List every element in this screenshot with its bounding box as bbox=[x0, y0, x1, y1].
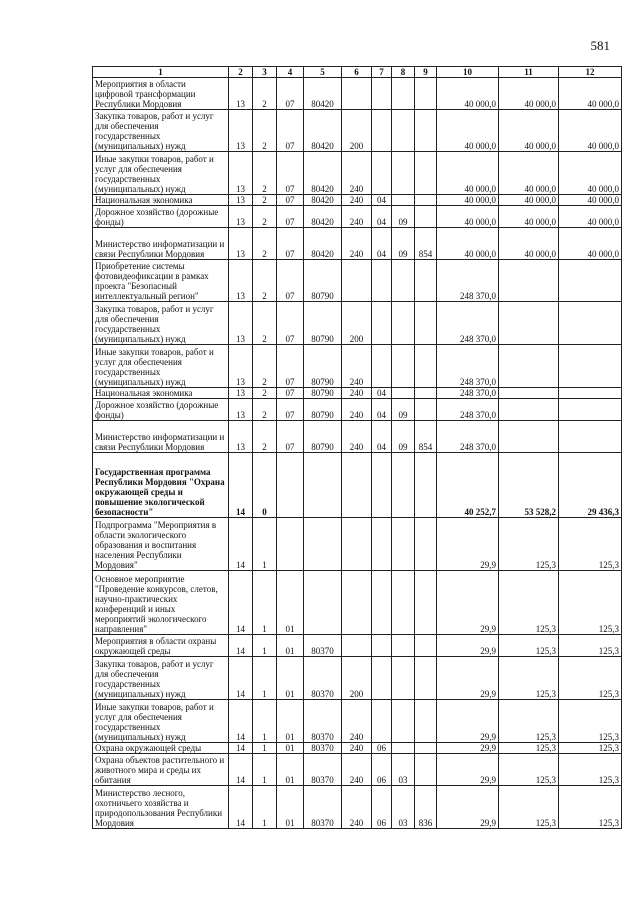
code-cell: 01 bbox=[277, 700, 304, 743]
code-cell bbox=[372, 657, 392, 700]
code-cell bbox=[372, 345, 392, 388]
code-cell bbox=[392, 388, 415, 399]
code-cell: 01 bbox=[277, 754, 304, 786]
code-cell bbox=[372, 571, 392, 635]
code-cell: 2 bbox=[253, 388, 277, 399]
code-cell: 14 bbox=[229, 754, 253, 786]
table-header-row bbox=[93, 67, 622, 78]
amount-cell: 248 370,0 bbox=[437, 302, 499, 345]
code-cell: 1 bbox=[253, 518, 277, 571]
code-cell: 14 bbox=[229, 453, 253, 518]
amount-cell: 125,3 bbox=[559, 635, 622, 657]
amount-cell: 40 000,0 bbox=[559, 78, 622, 110]
code-cell bbox=[415, 152, 437, 195]
code-cell bbox=[415, 399, 437, 421]
code-cell: 80790 bbox=[304, 260, 342, 302]
table-row bbox=[93, 700, 622, 743]
code-cell: 04 bbox=[372, 195, 392, 206]
code-cell: 03 bbox=[392, 786, 415, 829]
code-cell: 01 bbox=[277, 743, 304, 754]
code-cell bbox=[392, 657, 415, 700]
code-cell: 80370 bbox=[304, 700, 342, 743]
table-row bbox=[93, 453, 622, 518]
code-cell bbox=[372, 260, 392, 302]
code-cell: 2 bbox=[253, 195, 277, 206]
code-cell: 2 bbox=[253, 260, 277, 302]
amount-cell: 125,3 bbox=[499, 518, 559, 571]
code-cell: 240 bbox=[342, 743, 372, 754]
table-row bbox=[93, 571, 622, 635]
code-cell bbox=[392, 195, 415, 206]
code-cell: 01 bbox=[277, 657, 304, 700]
code-cell: 80790 bbox=[304, 388, 342, 399]
amount-cell: 248 370,0 bbox=[437, 421, 499, 453]
code-cell bbox=[392, 571, 415, 635]
code-cell bbox=[372, 453, 392, 518]
code-cell: 80420 bbox=[304, 78, 342, 110]
code-cell: 14 bbox=[229, 786, 253, 829]
code-cell bbox=[392, 345, 415, 388]
table-row bbox=[93, 786, 622, 829]
code-cell: 2 bbox=[253, 421, 277, 453]
amount-cell bbox=[559, 388, 622, 399]
table-row bbox=[93, 260, 622, 302]
code-cell bbox=[415, 110, 437, 152]
amount-cell: 40 000,0 bbox=[437, 110, 499, 152]
amount-cell: 40 252,7 bbox=[437, 453, 499, 518]
code-cell: 2 bbox=[253, 345, 277, 388]
code-cell: 14 bbox=[229, 635, 253, 657]
code-cell bbox=[304, 518, 342, 571]
code-cell: 1 bbox=[253, 754, 277, 786]
code-cell: 854 bbox=[415, 421, 437, 453]
code-cell: 13 bbox=[229, 421, 253, 453]
code-cell: 04 bbox=[372, 388, 392, 399]
code-cell: 80420 bbox=[304, 228, 342, 260]
row-name-cell: Мероприятия в области цифровой трансформации Республики Мордовия bbox=[93, 78, 229, 110]
code-cell: 07 bbox=[277, 345, 304, 388]
amount-cell: 125,3 bbox=[559, 754, 622, 786]
code-cell: 0 bbox=[253, 453, 277, 518]
amount-cell: 40 000,0 bbox=[499, 228, 559, 260]
table-row bbox=[93, 206, 622, 228]
code-cell: 80420 bbox=[304, 206, 342, 228]
code-cell: 1 bbox=[253, 700, 277, 743]
amount-cell: 40 000,0 bbox=[499, 195, 559, 206]
code-cell: 13 bbox=[229, 345, 253, 388]
table-row bbox=[93, 78, 622, 110]
code-cell: 240 bbox=[342, 206, 372, 228]
code-cell: 13 bbox=[229, 78, 253, 110]
code-cell bbox=[342, 571, 372, 635]
code-cell bbox=[415, 518, 437, 571]
amount-cell: 40 000,0 bbox=[499, 152, 559, 195]
code-cell: 80370 bbox=[304, 743, 342, 754]
row-name-cell: Государственная программа Республики Мордовия "Охрана окружающей среды и повышение экологической безопасности" bbox=[93, 453, 229, 518]
table-row bbox=[93, 743, 622, 754]
table-row bbox=[93, 399, 622, 421]
amount-cell: 40 000,0 bbox=[437, 152, 499, 195]
code-cell: 80790 bbox=[304, 421, 342, 453]
amount-cell bbox=[499, 302, 559, 345]
code-cell bbox=[415, 195, 437, 206]
row-name-cell: Подпрограмма "Мероприятия в области экологического образования и воспитания населения Республики Мордовия" bbox=[93, 518, 229, 571]
table-row bbox=[93, 518, 622, 571]
code-cell: 07 bbox=[277, 228, 304, 260]
amount-cell: 125,3 bbox=[559, 518, 622, 571]
code-cell bbox=[415, 571, 437, 635]
row-name-cell: Министерство информатизации и связи Республики Мордовия bbox=[93, 421, 229, 453]
row-name-cell: Приобретение системы фотовидеофиксации в рамках проекта "Безопасный интеллектуальный регион" bbox=[93, 260, 229, 302]
code-cell: 2 bbox=[253, 152, 277, 195]
code-cell: 1 bbox=[253, 743, 277, 754]
code-cell: 2 bbox=[253, 206, 277, 228]
amount-cell: 125,3 bbox=[559, 571, 622, 635]
code-cell bbox=[277, 453, 304, 518]
code-cell: 13 bbox=[229, 206, 253, 228]
row-name-cell: Министерство информатизации и связи Республики Мордовия bbox=[93, 228, 229, 260]
code-cell: 07 bbox=[277, 152, 304, 195]
code-cell: 07 bbox=[277, 421, 304, 453]
code-cell: 240 bbox=[342, 754, 372, 786]
row-name-cell: Охрана окружающей среды bbox=[93, 743, 229, 754]
code-cell bbox=[342, 78, 372, 110]
code-cell: 240 bbox=[342, 421, 372, 453]
code-cell: 240 bbox=[342, 399, 372, 421]
table-row bbox=[93, 345, 622, 388]
code-cell: 13 bbox=[229, 399, 253, 421]
amount-cell: 125,3 bbox=[559, 700, 622, 743]
code-cell: 09 bbox=[392, 228, 415, 260]
code-cell bbox=[392, 302, 415, 345]
amount-cell: 40 000,0 bbox=[437, 78, 499, 110]
amount-cell: 40 000,0 bbox=[559, 152, 622, 195]
code-cell bbox=[415, 657, 437, 700]
code-cell bbox=[342, 453, 372, 518]
code-cell: 04 bbox=[372, 228, 392, 260]
row-name-cell: Закупка товаров, работ и услуг для обеспечения государственных (муниципальных) нужд bbox=[93, 302, 229, 345]
code-cell: 13 bbox=[229, 195, 253, 206]
code-cell bbox=[372, 302, 392, 345]
code-cell bbox=[415, 260, 437, 302]
code-cell: 13 bbox=[229, 302, 253, 345]
code-cell: 06 bbox=[372, 786, 392, 829]
amount-cell bbox=[499, 260, 559, 302]
amount-cell: 40 000,0 bbox=[559, 228, 622, 260]
code-cell bbox=[415, 302, 437, 345]
code-cell: 07 bbox=[277, 388, 304, 399]
code-cell: 80370 bbox=[304, 786, 342, 829]
code-cell: 06 bbox=[372, 754, 392, 786]
row-name-cell: Министерство лесного, охотничьего хозяйства и природопользования Республики Мордовия bbox=[93, 786, 229, 829]
code-cell bbox=[372, 110, 392, 152]
code-cell: 04 bbox=[372, 421, 392, 453]
code-cell bbox=[392, 518, 415, 571]
code-cell: 13 bbox=[229, 260, 253, 302]
row-name-cell: Дорожное хозяйство (дорожные фонды) bbox=[93, 206, 229, 228]
code-cell bbox=[372, 152, 392, 195]
code-cell: 14 bbox=[229, 571, 253, 635]
header-cell: 10 bbox=[437, 67, 499, 78]
code-cell bbox=[372, 78, 392, 110]
code-cell: 836 bbox=[415, 786, 437, 829]
amount-cell: 40 000,0 bbox=[559, 110, 622, 152]
amount-cell: 125,3 bbox=[499, 657, 559, 700]
amount-cell: 40 000,0 bbox=[499, 206, 559, 228]
code-cell: 03 bbox=[392, 754, 415, 786]
code-cell: 06 bbox=[372, 743, 392, 754]
amount-cell: 125,3 bbox=[559, 786, 622, 829]
row-name-cell: Иные закупки товаров, работ и услуг для обеспечения государственных (муниципальных) нужд bbox=[93, 345, 229, 388]
code-cell bbox=[415, 743, 437, 754]
code-cell bbox=[372, 635, 392, 657]
code-cell: 240 bbox=[342, 700, 372, 743]
code-cell: 07 bbox=[277, 302, 304, 345]
amount-cell: 125,3 bbox=[499, 743, 559, 754]
code-cell bbox=[415, 206, 437, 228]
row-name-cell: Мероприятия в области охраны окружающей среды bbox=[93, 635, 229, 657]
row-name-cell: Национальная экономика bbox=[93, 388, 229, 399]
amount-cell bbox=[559, 302, 622, 345]
header-cell: 8 bbox=[392, 67, 415, 78]
amount-cell: 29,9 bbox=[437, 743, 499, 754]
row-name-cell: Иные закупки товаров, работ и услуг для обеспечения государственных (муниципальных) нужд bbox=[93, 152, 229, 195]
code-cell: 240 bbox=[342, 228, 372, 260]
header-cell: 9 bbox=[415, 67, 437, 78]
code-cell bbox=[392, 260, 415, 302]
code-cell: 01 bbox=[277, 635, 304, 657]
code-cell: 80420 bbox=[304, 195, 342, 206]
code-cell: 200 bbox=[342, 657, 372, 700]
code-cell bbox=[415, 453, 437, 518]
code-cell: 240 bbox=[342, 388, 372, 399]
code-cell bbox=[277, 518, 304, 571]
code-cell: 80370 bbox=[304, 657, 342, 700]
header-cell: 7 bbox=[372, 67, 392, 78]
code-cell: 80790 bbox=[304, 399, 342, 421]
code-cell bbox=[415, 635, 437, 657]
amount-cell: 125,3 bbox=[559, 657, 622, 700]
code-cell: 80420 bbox=[304, 110, 342, 152]
code-cell: 09 bbox=[392, 421, 415, 453]
amount-cell: 29,9 bbox=[437, 657, 499, 700]
row-name-cell: Дорожное хозяйство (дорожные фонды) bbox=[93, 399, 229, 421]
code-cell bbox=[392, 700, 415, 743]
amount-cell bbox=[559, 399, 622, 421]
code-cell: 2 bbox=[253, 228, 277, 260]
header-cell: 2 bbox=[229, 67, 253, 78]
table-row bbox=[93, 228, 622, 260]
code-cell: 07 bbox=[277, 206, 304, 228]
code-cell: 07 bbox=[277, 110, 304, 152]
code-cell bbox=[392, 453, 415, 518]
amount-cell bbox=[559, 260, 622, 302]
amount-cell: 248 370,0 bbox=[437, 260, 499, 302]
code-cell bbox=[415, 700, 437, 743]
budget-table bbox=[92, 66, 622, 829]
amount-cell: 29,9 bbox=[437, 518, 499, 571]
amount-cell: 125,3 bbox=[499, 635, 559, 657]
header-cell: 3 bbox=[253, 67, 277, 78]
code-cell: 09 bbox=[392, 399, 415, 421]
code-cell: 14 bbox=[229, 743, 253, 754]
header-cell: 12 bbox=[559, 67, 622, 78]
amount-cell: 125,3 bbox=[499, 700, 559, 743]
amount-cell: 29,9 bbox=[437, 635, 499, 657]
code-cell: 07 bbox=[277, 399, 304, 421]
amount-cell bbox=[499, 399, 559, 421]
code-cell bbox=[415, 78, 437, 110]
amount-cell: 29,9 bbox=[437, 700, 499, 743]
amount-cell: 40 000,0 bbox=[437, 195, 499, 206]
header-cell: 1 bbox=[93, 67, 229, 78]
code-cell: 13 bbox=[229, 228, 253, 260]
code-cell: 01 bbox=[277, 571, 304, 635]
amount-cell: 125,3 bbox=[499, 786, 559, 829]
code-cell: 2 bbox=[253, 78, 277, 110]
code-cell: 07 bbox=[277, 195, 304, 206]
code-cell: 80370 bbox=[304, 635, 342, 657]
code-cell bbox=[372, 700, 392, 743]
code-cell bbox=[392, 110, 415, 152]
code-cell: 200 bbox=[342, 302, 372, 345]
amount-cell: 40 000,0 bbox=[559, 206, 622, 228]
amount-cell: 40 000,0 bbox=[437, 206, 499, 228]
table-row bbox=[93, 754, 622, 786]
row-name-cell: Закупка товаров, работ и услуг для обеспечения государственных (муниципальных) нужд bbox=[93, 657, 229, 700]
amount-cell: 29,9 bbox=[437, 571, 499, 635]
code-cell: 13 bbox=[229, 388, 253, 399]
code-cell: 240 bbox=[342, 195, 372, 206]
amount-cell: 40 000,0 bbox=[559, 195, 622, 206]
amount-cell bbox=[499, 345, 559, 388]
code-cell: 07 bbox=[277, 78, 304, 110]
row-name-cell: Иные закупки товаров, работ и услуг для обеспечения государственных (муниципальных) нужд bbox=[93, 700, 229, 743]
row-name-cell: Охрана объектов растительного и животного мира и среды их обитания bbox=[93, 754, 229, 786]
code-cell: 240 bbox=[342, 152, 372, 195]
code-cell: 07 bbox=[277, 260, 304, 302]
amount-cell: 248 370,0 bbox=[437, 399, 499, 421]
row-name-cell: Основное мероприятие "Проведение конкурсов, слетов, научно-практических конференций и иных мероприятий экологического направления" bbox=[93, 571, 229, 635]
code-cell: 1 bbox=[253, 635, 277, 657]
code-cell bbox=[342, 518, 372, 571]
amount-cell bbox=[559, 421, 622, 453]
code-cell bbox=[304, 453, 342, 518]
code-cell bbox=[304, 571, 342, 635]
code-cell: 2 bbox=[253, 302, 277, 345]
code-cell bbox=[415, 388, 437, 399]
amount-cell: 248 370,0 bbox=[437, 388, 499, 399]
code-cell bbox=[415, 345, 437, 388]
code-cell: 2 bbox=[253, 110, 277, 152]
code-cell bbox=[342, 635, 372, 657]
table-row bbox=[93, 152, 622, 195]
table-row bbox=[93, 110, 622, 152]
code-cell: 200 bbox=[342, 110, 372, 152]
amount-cell: 40 000,0 bbox=[499, 78, 559, 110]
amount-cell: 248 370,0 bbox=[437, 345, 499, 388]
code-cell bbox=[415, 754, 437, 786]
table-row bbox=[93, 302, 622, 345]
header-cell: 4 bbox=[277, 67, 304, 78]
table-row bbox=[93, 421, 622, 453]
code-cell bbox=[342, 260, 372, 302]
code-cell: 09 bbox=[392, 206, 415, 228]
amount-cell: 53 528,2 bbox=[499, 453, 559, 518]
code-cell: 80370 bbox=[304, 754, 342, 786]
amount-cell bbox=[499, 388, 559, 399]
code-cell: 13 bbox=[229, 152, 253, 195]
code-cell: 13 bbox=[229, 110, 253, 152]
amount-cell: 125,3 bbox=[559, 743, 622, 754]
code-cell: 04 bbox=[372, 206, 392, 228]
amount-cell bbox=[559, 345, 622, 388]
code-cell: 1 bbox=[253, 786, 277, 829]
table-row bbox=[93, 635, 622, 657]
amount-cell: 29,9 bbox=[437, 786, 499, 829]
code-cell: 80420 bbox=[304, 152, 342, 195]
table-row bbox=[93, 388, 622, 399]
code-cell: 240 bbox=[342, 345, 372, 388]
code-cell: 240 bbox=[342, 786, 372, 829]
code-cell bbox=[372, 518, 392, 571]
code-cell bbox=[392, 635, 415, 657]
code-cell: 14 bbox=[229, 518, 253, 571]
amount-cell: 125,3 bbox=[499, 571, 559, 635]
row-name-cell: Закупка товаров, работ и услуг для обеспечения государственных (муниципальных) нужд bbox=[93, 110, 229, 152]
code-cell: 01 bbox=[277, 786, 304, 829]
code-cell: 80790 bbox=[304, 302, 342, 345]
header-cell: 11 bbox=[499, 67, 559, 78]
code-cell: 14 bbox=[229, 657, 253, 700]
amount-cell: 40 000,0 bbox=[437, 228, 499, 260]
table-row bbox=[93, 195, 622, 206]
table-row bbox=[93, 657, 622, 700]
amount-cell: 29,9 bbox=[437, 754, 499, 786]
code-cell bbox=[392, 743, 415, 754]
code-cell: 1 bbox=[253, 657, 277, 700]
code-cell: 04 bbox=[372, 399, 392, 421]
code-cell: 80790 bbox=[304, 345, 342, 388]
code-cell: 14 bbox=[229, 700, 253, 743]
code-cell bbox=[392, 152, 415, 195]
amount-cell: 125,3 bbox=[499, 754, 559, 786]
header-cell: 6 bbox=[342, 67, 372, 78]
amount-cell: 29 436,3 bbox=[559, 453, 622, 518]
page-number: 581 bbox=[590, 38, 610, 53]
code-cell: 1 bbox=[253, 571, 277, 635]
row-name-cell: Национальная экономика bbox=[93, 195, 229, 206]
code-cell bbox=[392, 78, 415, 110]
header-cell: 5 bbox=[304, 67, 342, 78]
amount-cell: 40 000,0 bbox=[499, 110, 559, 152]
code-cell: 2 bbox=[253, 399, 277, 421]
code-cell: 854 bbox=[415, 228, 437, 260]
amount-cell bbox=[499, 421, 559, 453]
